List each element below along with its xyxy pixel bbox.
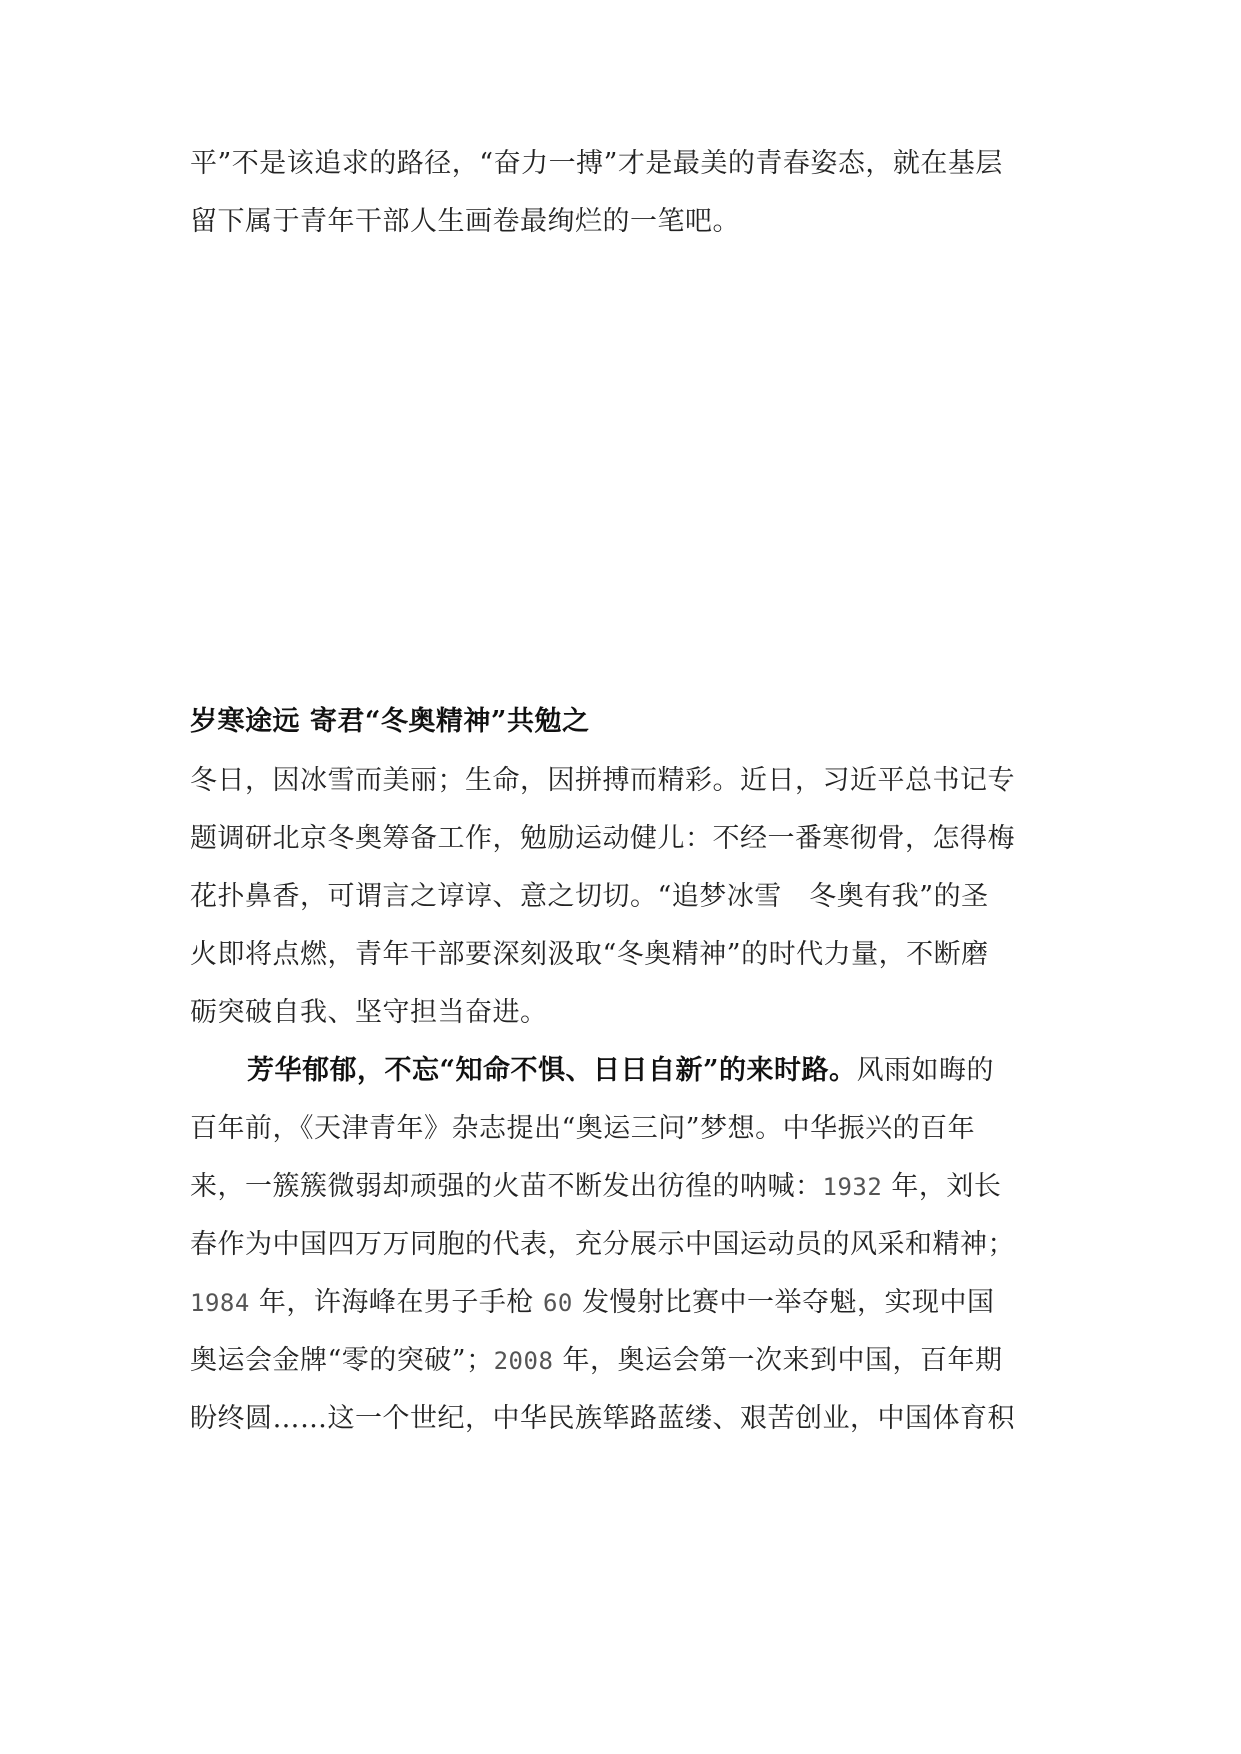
year-number: 1984 [190, 1289, 250, 1317]
body-line: 春作为中国四万万同胞的代表，充分展示中国运动员的风采和精神； [190, 1229, 1015, 1260]
text-segment: 年，奥运会第一次来到中国，百年期 [553, 1345, 1003, 1376]
year-number: 1932 [822, 1173, 883, 1201]
text-segment: 来，一簇簇微弱却顽强的火苗不断发出彷徨的呐喊： [190, 1171, 823, 1202]
text-segment: 发慢射比赛中一举夺魁，实现中国 [572, 1287, 995, 1318]
text-segment: 奥运会金牌“零的突破”； [190, 1345, 494, 1376]
body-line [190, 1167, 1001, 1207]
body-line: 砺突破自我、坚守担当奋进。 [190, 997, 548, 1028]
body-line: 火即将点燃，青年干部要深刻汲取“冬奥精神”的时代力量，不断磨 [190, 939, 989, 970]
paragraph-lead-rest: 风雨如晦的 [856, 1055, 995, 1086]
paragraph-lead-line [247, 1051, 994, 1091]
body-line [190, 1283, 994, 1323]
body-line: 题调研北京冬奥筹备工作，勉励运动健儿：不经一番寒彻骨，怎得梅 [190, 823, 1015, 854]
year-number: 2008 [493, 1347, 554, 1375]
body-line: 花扑鼻香，可谓言之谆谆、意之切切。“追梦冰雪 冬奥有我”的圣 [190, 881, 989, 912]
body-line: 留下属于青年干部人生画卷最绚烂的一笔吧。 [190, 206, 740, 237]
shot-count-number: 60 [542, 1289, 573, 1317]
body-line: 百年前，《天津青年》杂志提出“奥运三问”梦想。中华振兴的百年 [190, 1113, 976, 1144]
body-line: 盼终圆……这一个世纪，中华民族筚路蓝缕、艰苦创业，中国体育积 [190, 1403, 1015, 1434]
paragraph-lead-bold: 芳华郁郁，不忘“知命不惧、日日自新”的来时路。 [247, 1055, 857, 1086]
body-line [190, 1341, 1003, 1381]
text-segment: 年，许海峰在男子手枪 [249, 1287, 543, 1318]
section-title: 岁寒途远 寄君“冬奥精神”共勉之 [190, 706, 590, 737]
body-line: 冬日，因冰雪而美丽；生命，因拼搏而精彩。近日，习近平总书记专 [190, 765, 1015, 796]
text-segment: 年，刘长 [882, 1171, 1002, 1202]
body-line: 平”不是该追求的路径，“奋力一搏”才是最美的青春姿态，就在基层 [190, 148, 1003, 179]
